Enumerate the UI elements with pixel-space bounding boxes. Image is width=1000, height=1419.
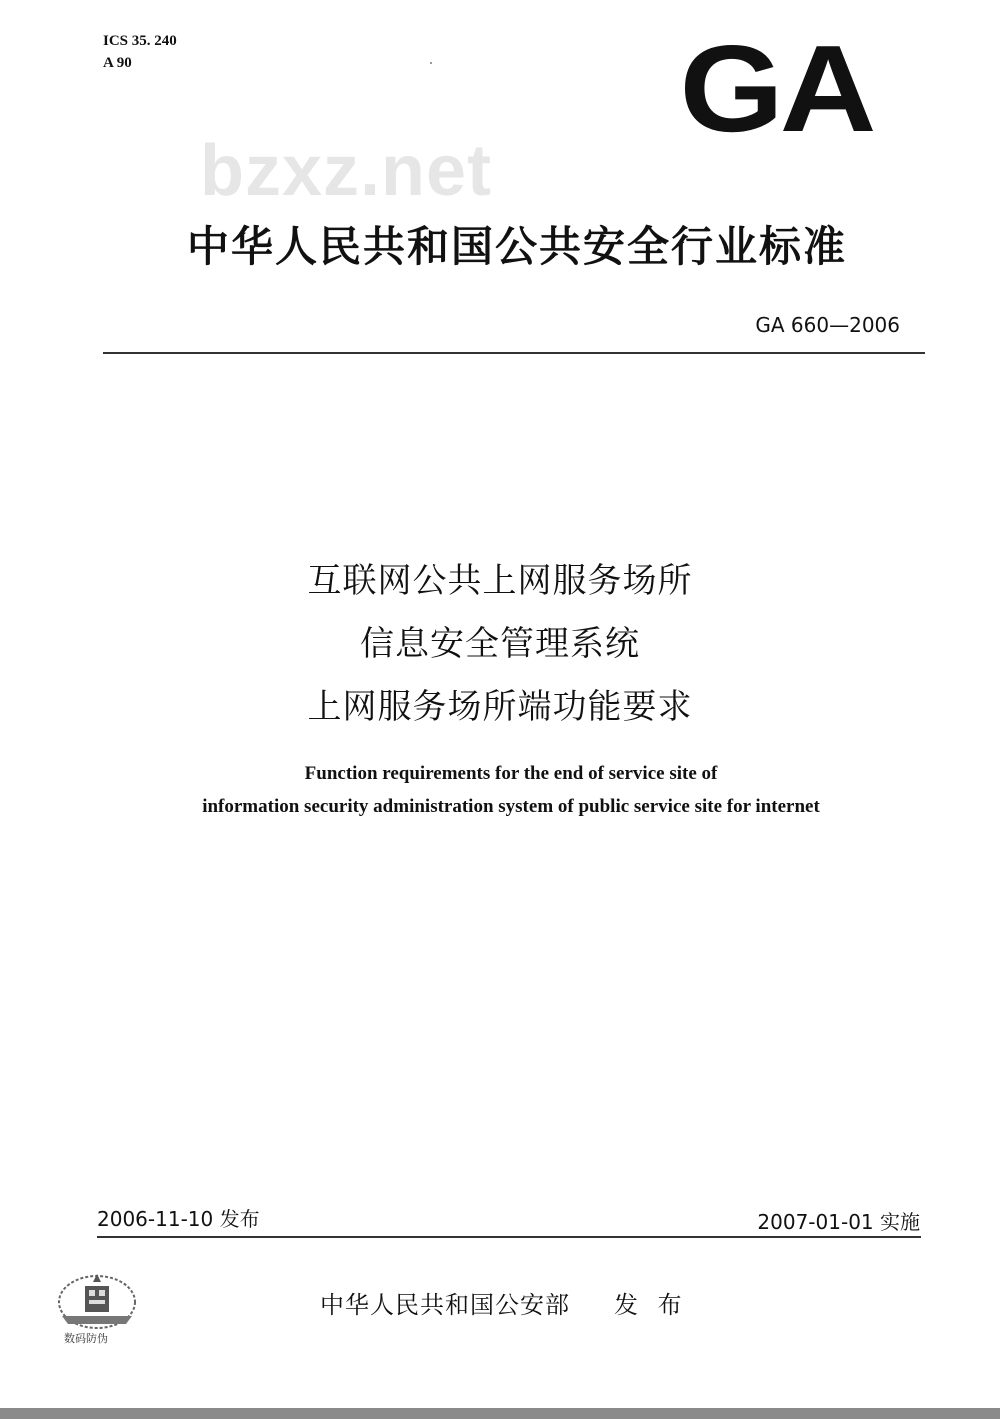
title-zh-line: 上网服务场所端功能要求 — [307, 687, 693, 727]
footer-divider — [97, 1236, 921, 1238]
standard-category-title: 中华人民共和国公共安全行业标准 — [186, 222, 847, 271]
header-divider — [103, 352, 925, 354]
standard-number: GA 660—2006 — [755, 313, 900, 337]
bottom-scan-edge — [0, 1408, 1000, 1419]
publish-action: 发 布 — [614, 1291, 688, 1319]
scan-speck — [430, 62, 432, 64]
classification-codes — [103, 30, 177, 74]
title-zh-line: 信息安全管理系统 — [360, 624, 640, 664]
document-title-zh — [0, 550, 1000, 739]
ics-code: ICS 35. 240 — [103, 33, 177, 49]
implementation-date: 2007-01-01 实施 — [757, 1210, 920, 1234]
title-zh-line: 互联网公共上网服务场所 — [307, 561, 693, 601]
title-en-line: information security administration system of public service site for internet — [202, 796, 820, 817]
publisher — [320, 1285, 688, 1320]
seal-caption: 数码防伪 — [64, 1332, 108, 1345]
ccs-code: A 90 — [103, 55, 132, 71]
watermark: bzxz.net — [200, 131, 493, 211]
issue-date: 2006-11-10 发布 — [97, 1207, 260, 1231]
ga-logo: GA — [679, 20, 873, 158]
document-title-en — [0, 757, 1000, 823]
publisher-name: 中华人民共和国公安部 — [320, 1291, 570, 1319]
title-en-line: Function requirements for the end of service site of — [304, 763, 718, 784]
